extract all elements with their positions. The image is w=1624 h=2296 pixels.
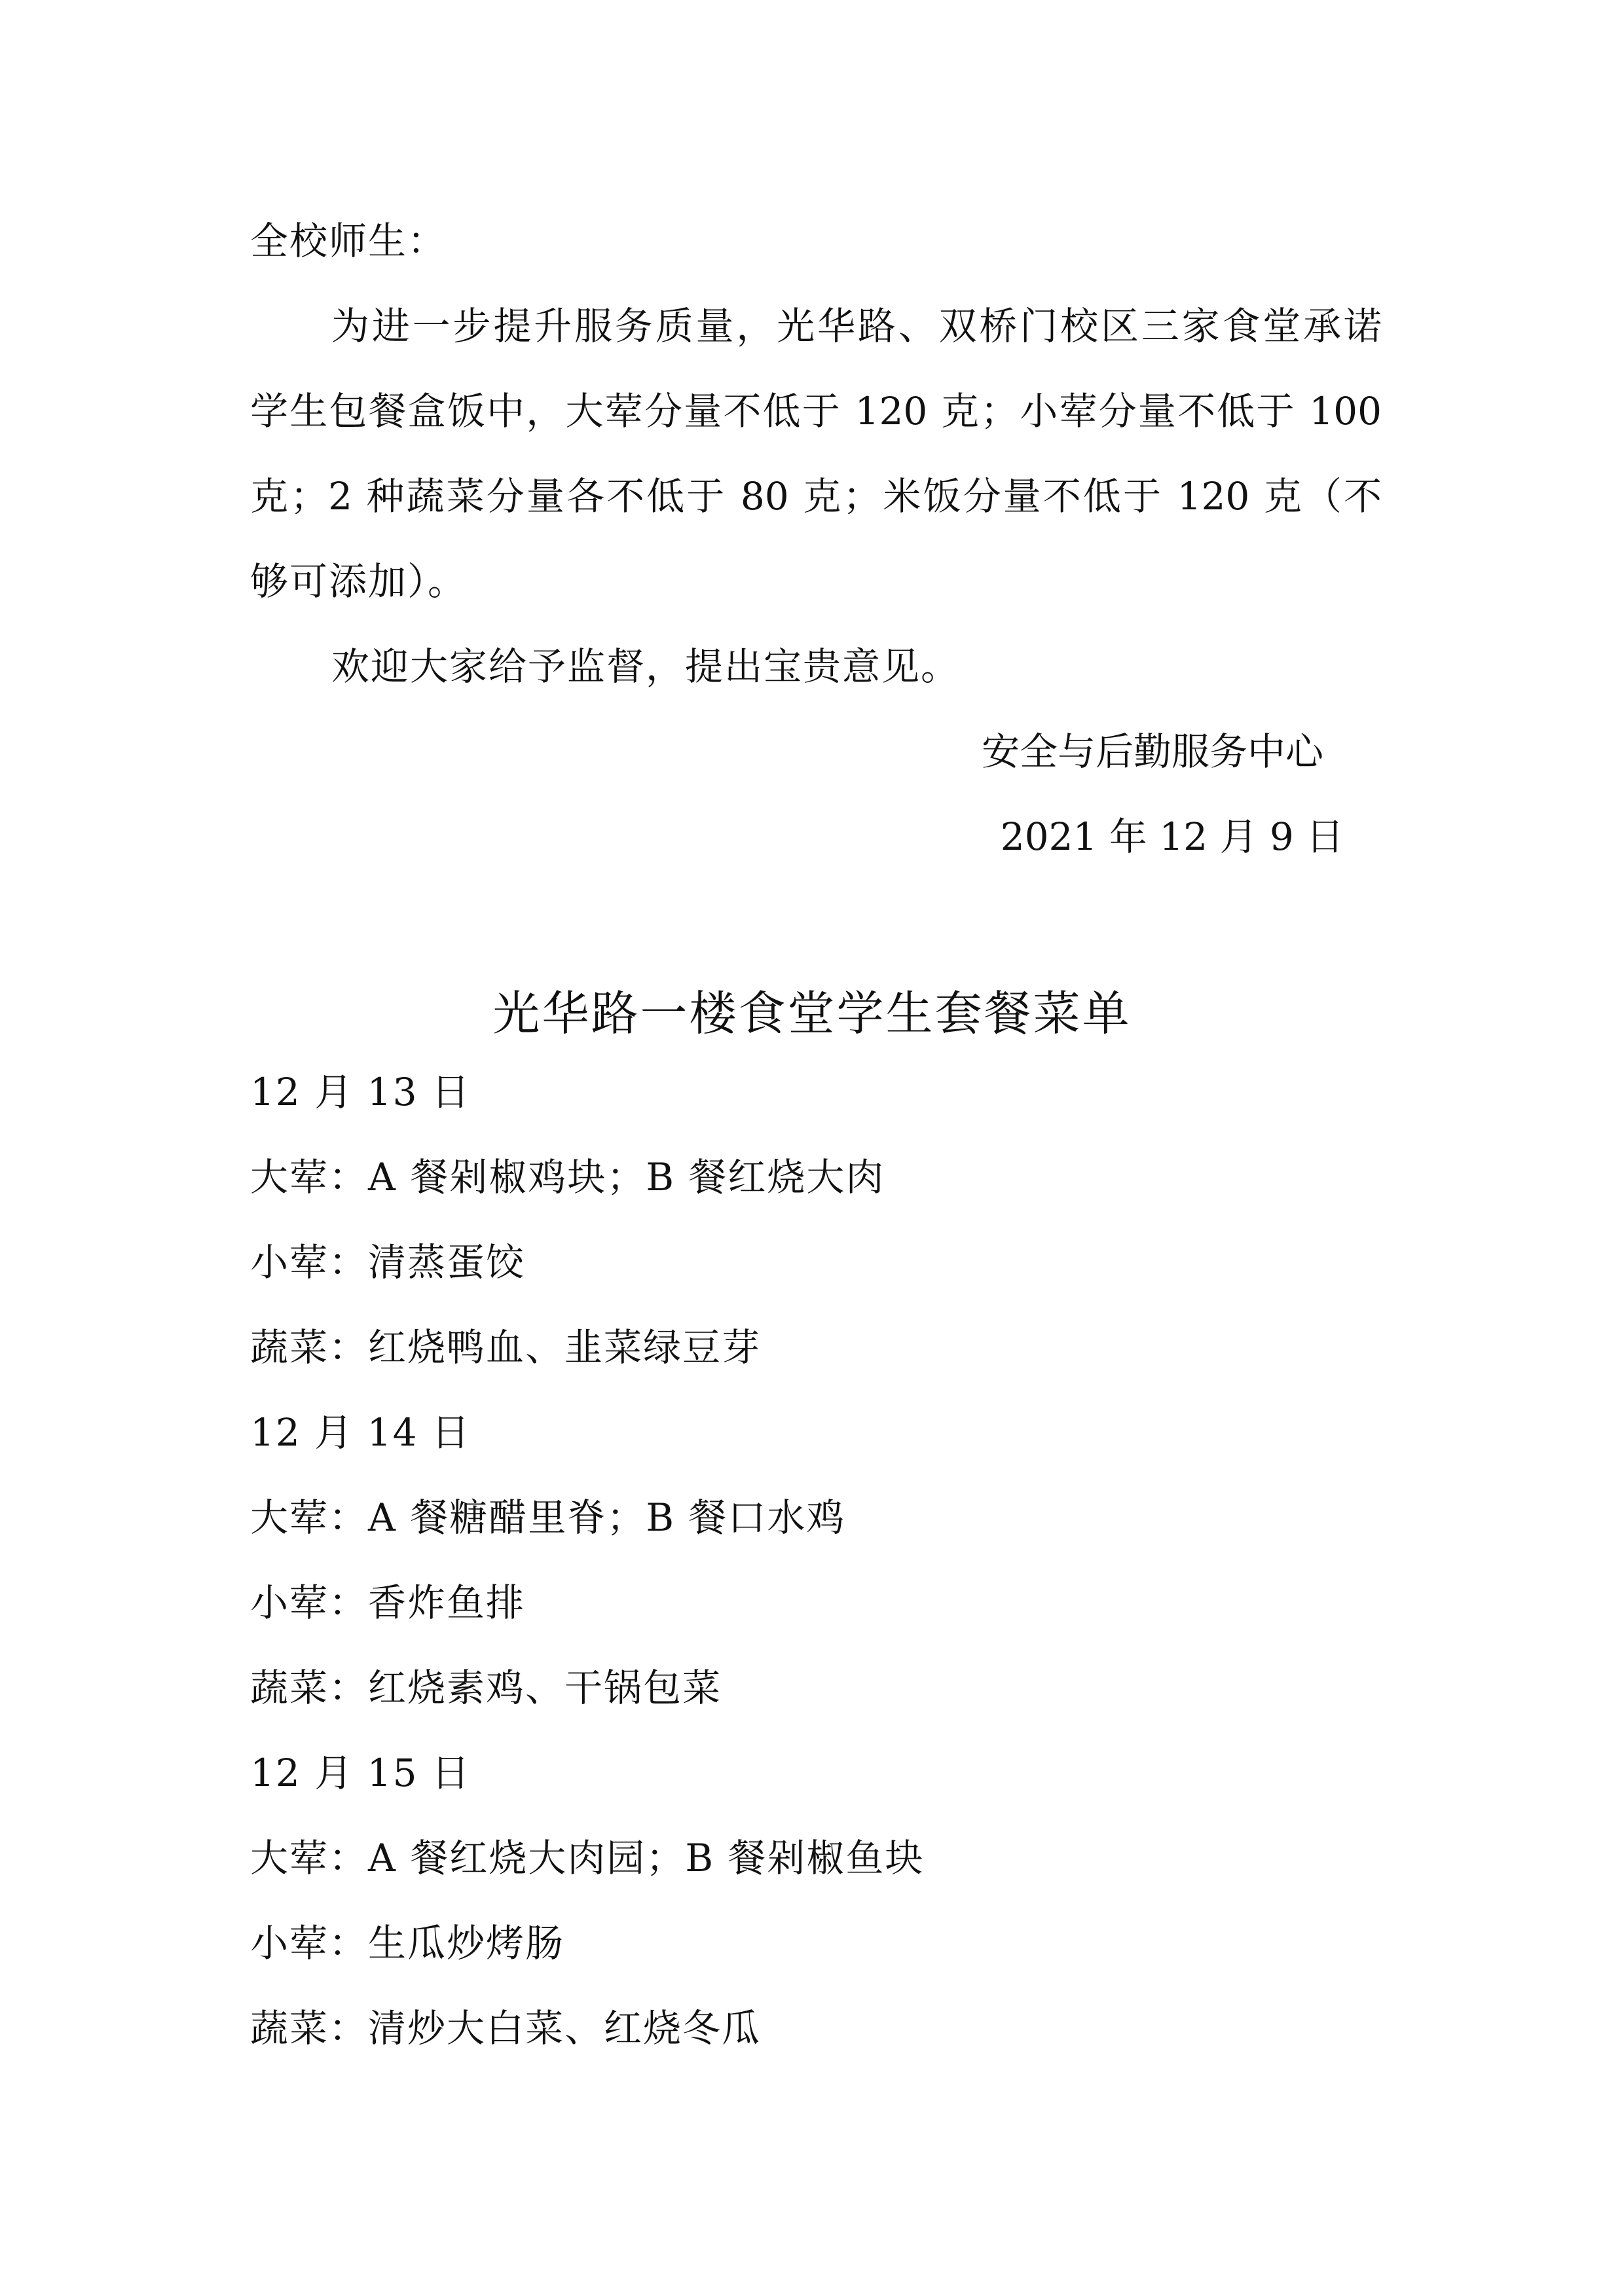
menu-title: 光华路一楼食堂学生套餐菜单 [492,986,1132,1041]
menu-day-2-veg: 蔬菜：红烧素鸡、干锅包菜 [250,1666,722,1710]
issue-date: 2021 年 12 月 9 日 [1000,814,1344,859]
menu-day-2-main: 大荤：A 餐糖醋里脊；B 餐口水鸡 [250,1495,846,1540]
menu-day-2-side: 小荤：香炸鱼排 [250,1580,526,1625]
issuer: 安全与后勤服务中心 [981,729,1323,774]
menu-day-1-veg: 蔬菜：红烧鸭血、韭菜绿豆芽 [250,1325,762,1370]
notice-paragraph-line-4: 够可添加）。 [250,559,468,604]
menu-day-1-date: 12 月 13 日 [250,1070,471,1114]
menu-day-3-date: 12 月 15 日 [250,1751,471,1795]
menu-day-3-side: 小荤：生瓜炒烤肠 [250,1921,565,1965]
notice-paragraph-line-1: 为进一步提升服务质量，光华路、双桥门校区三家食堂承诺 [331,304,1382,348]
notice-paragraph-line-3: 克；2 种蔬菜分量各不低于 80 克；米饭分量不低于 120 克（不 [250,474,1382,519]
notice-paragraph-line-2: 学生包餐盒饭中，大荤分量不低于 120 克；小荤分量不低于 100 [250,389,1382,433]
salutation: 全校师生： [250,219,447,263]
menu-day-3-main: 大荤：A 餐红烧大肉园；B 餐剁椒鱼块 [250,1836,925,1880]
menu-day-1-side: 小荤：清蒸蛋饺 [250,1240,526,1285]
menu-day-2-date: 12 月 14 日 [250,1410,471,1455]
notice-paragraph-2: 欢迎大家给予监督，提出宝贵意见。 [331,644,961,689]
menu-day-1-main: 大荤：A 餐剁椒鸡块；B 餐红烧大肉 [250,1155,885,1199]
menu-day-3-veg: 蔬菜：清炒大白菜、红烧冬瓜 [250,2006,762,2050]
